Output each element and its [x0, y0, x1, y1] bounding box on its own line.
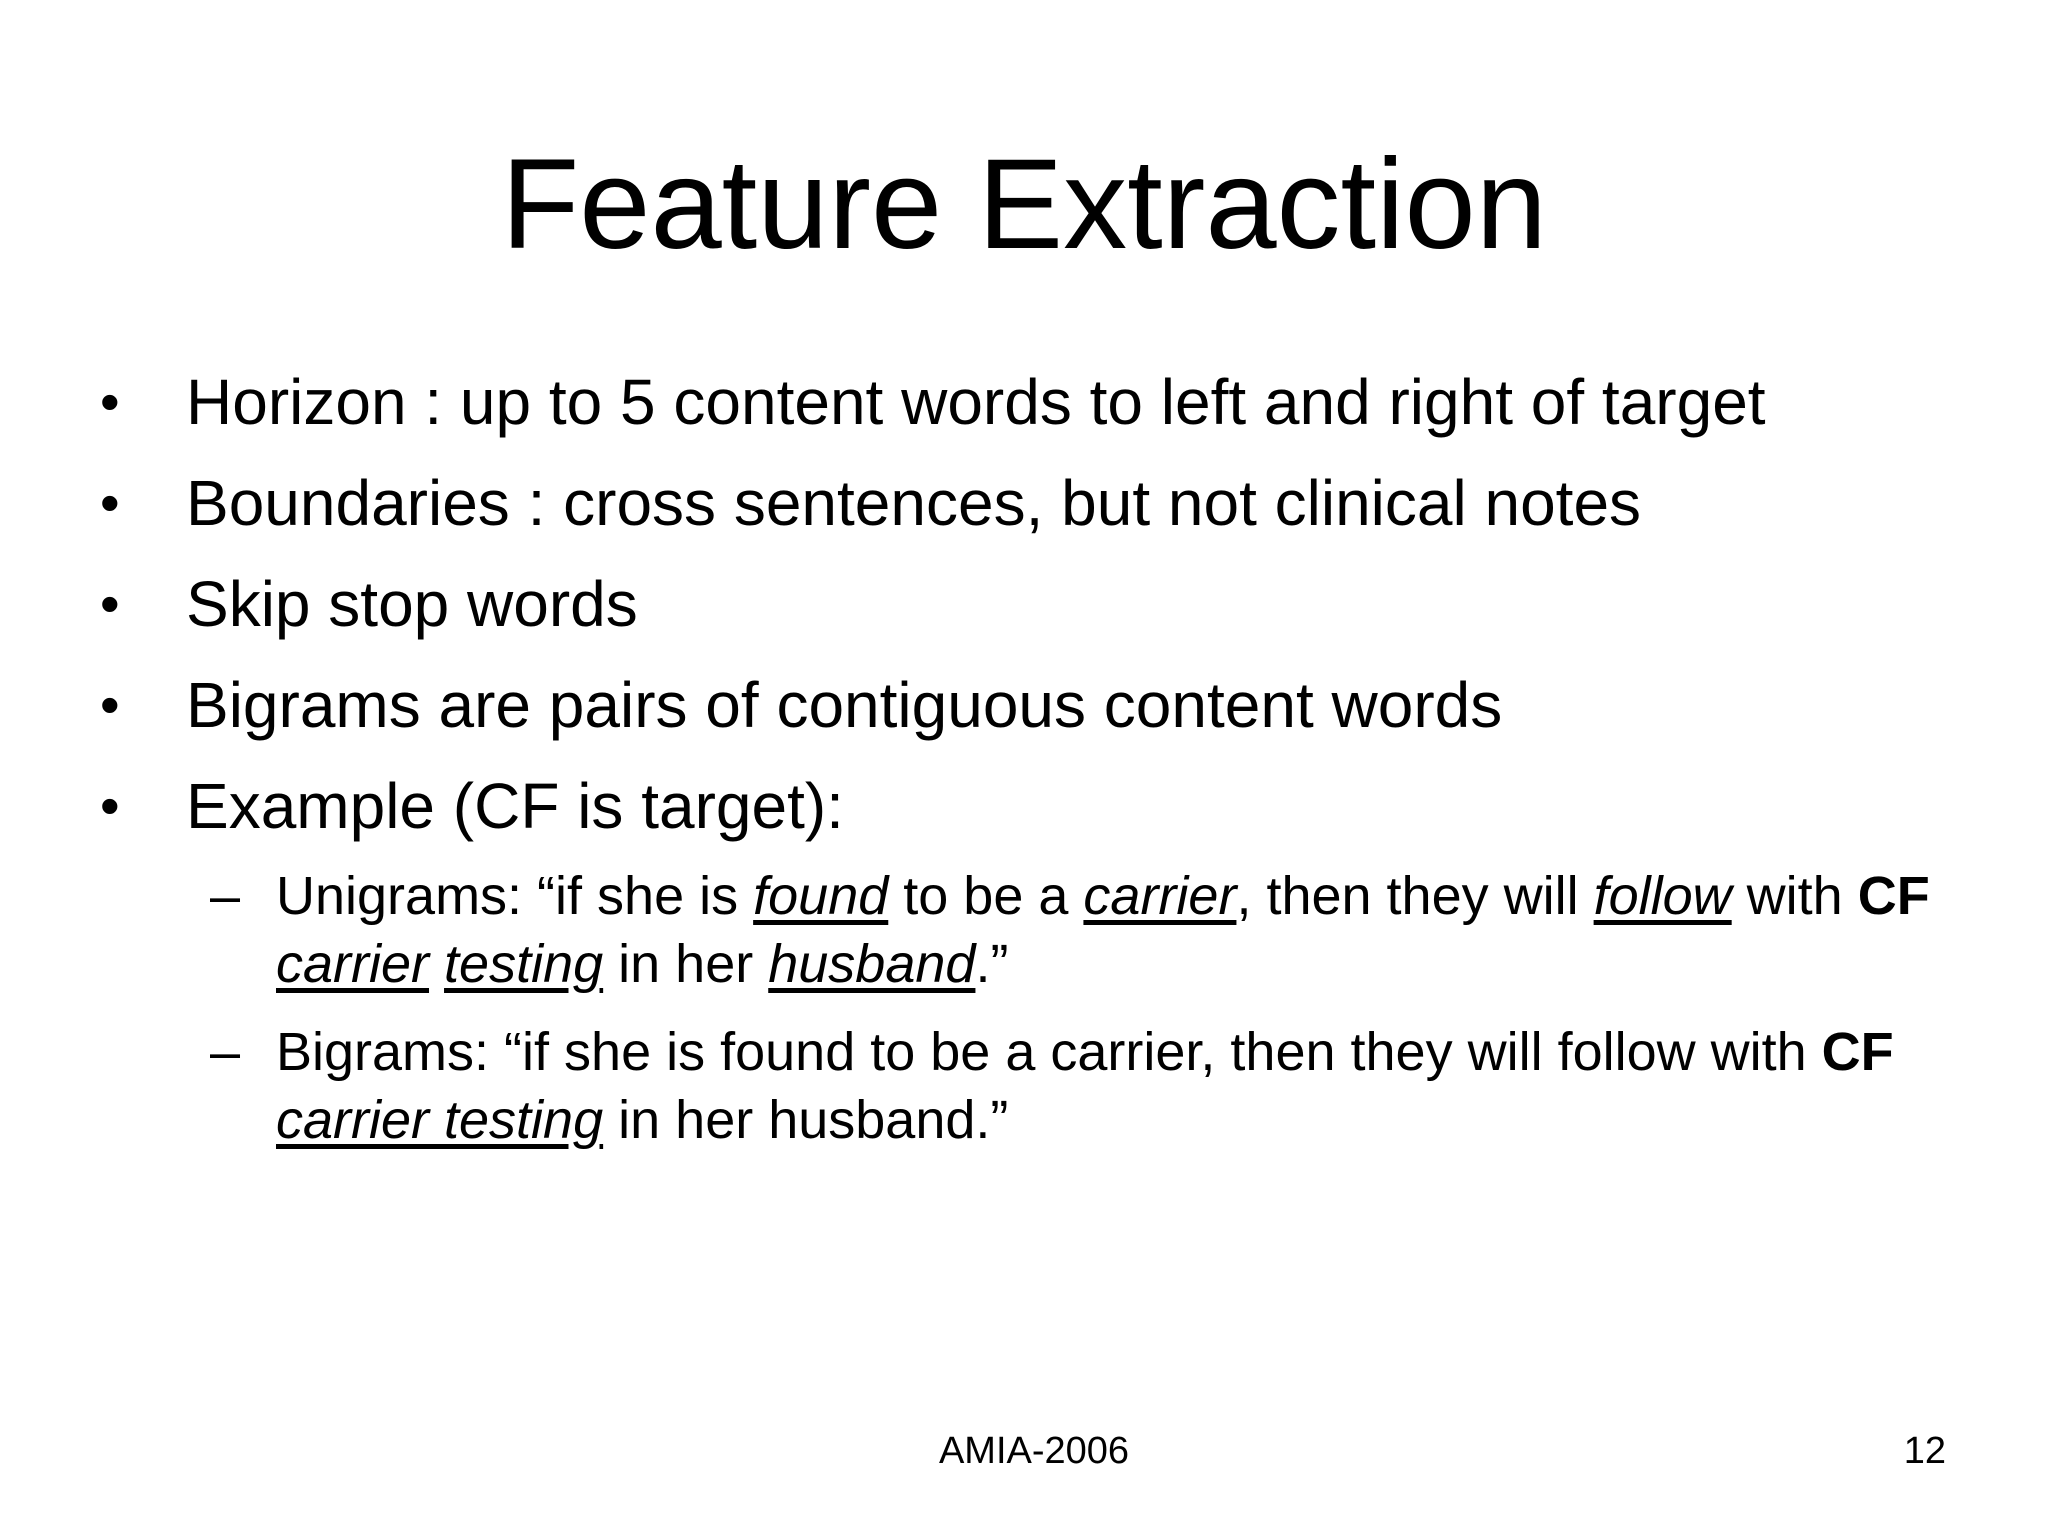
- text-segment: Unigrams: “if she is: [276, 866, 754, 926]
- unigram-carrier: carrier: [276, 934, 430, 994]
- unigram-follow: follow: [1593, 866, 1732, 926]
- unigram-found: found: [753, 866, 889, 926]
- text-segment: , then they will: [1236, 866, 1594, 926]
- bigrams-example-text: [276, 1018, 1936, 1154]
- bullet-item: [100, 362, 2000, 463]
- text-segment: in her: [603, 934, 769, 994]
- sub-bullet-list: [210, 862, 2000, 1174]
- text-segment: in her husband.”: [603, 1090, 1009, 1150]
- slide-title: Feature Extraction: [501, 133, 1547, 276]
- unigram-husband: husband: [768, 934, 976, 994]
- bullet-text: Horizon : up to 5 content words to left and right of target: [186, 366, 1766, 438]
- sub-bullet-bigrams: [210, 1018, 2000, 1154]
- text-segment: .”: [975, 934, 1009, 994]
- bullet-item: [100, 766, 2000, 867]
- bullet-text: Skip stop words: [186, 568, 638, 640]
- unigrams-example-text: [276, 862, 1936, 998]
- bullet-marker: •: [100, 673, 120, 736]
- unigram-testing: testing: [444, 934, 604, 994]
- bullet-text: Bigrams are pairs of contiguous content words: [186, 669, 1503, 741]
- text-segment: Bigrams: “if she is found to be a carrier, then they will follow with: [276, 1022, 1822, 1082]
- target-word-cf: CF: [1857, 866, 1930, 926]
- sub-bullet-marker: –: [210, 866, 241, 926]
- text-segment: with: [1731, 866, 1858, 926]
- unigram-carrier: carrier: [1083, 866, 1237, 926]
- bullet-marker: •: [100, 471, 120, 534]
- sub-bullet-marker: –: [210, 1022, 241, 1082]
- bigram-carrier-testing: carrier testing: [276, 1090, 604, 1150]
- sub-bullet-unigrams: [210, 862, 2000, 998]
- bullet-item: [100, 564, 2000, 665]
- footer-conference: AMIA-2006: [938, 1430, 1130, 1472]
- text-segment: to be a: [888, 866, 1084, 926]
- bullet-marker: •: [100, 370, 120, 433]
- bullet-marker: •: [100, 572, 120, 635]
- bullet-marker: •: [100, 774, 120, 837]
- bullet-text: Example (CF is target):: [186, 770, 844, 842]
- target-word-cf: CF: [1821, 1022, 1894, 1082]
- text-segment: [429, 934, 444, 994]
- bullet-list: [100, 362, 2000, 867]
- bullet-text: Boundaries : cross sentences, but not clinical notes: [186, 467, 1642, 539]
- page-number: 12: [1903, 1430, 1946, 1472]
- bullet-item: [100, 665, 2000, 766]
- bullet-item: [100, 463, 2000, 564]
